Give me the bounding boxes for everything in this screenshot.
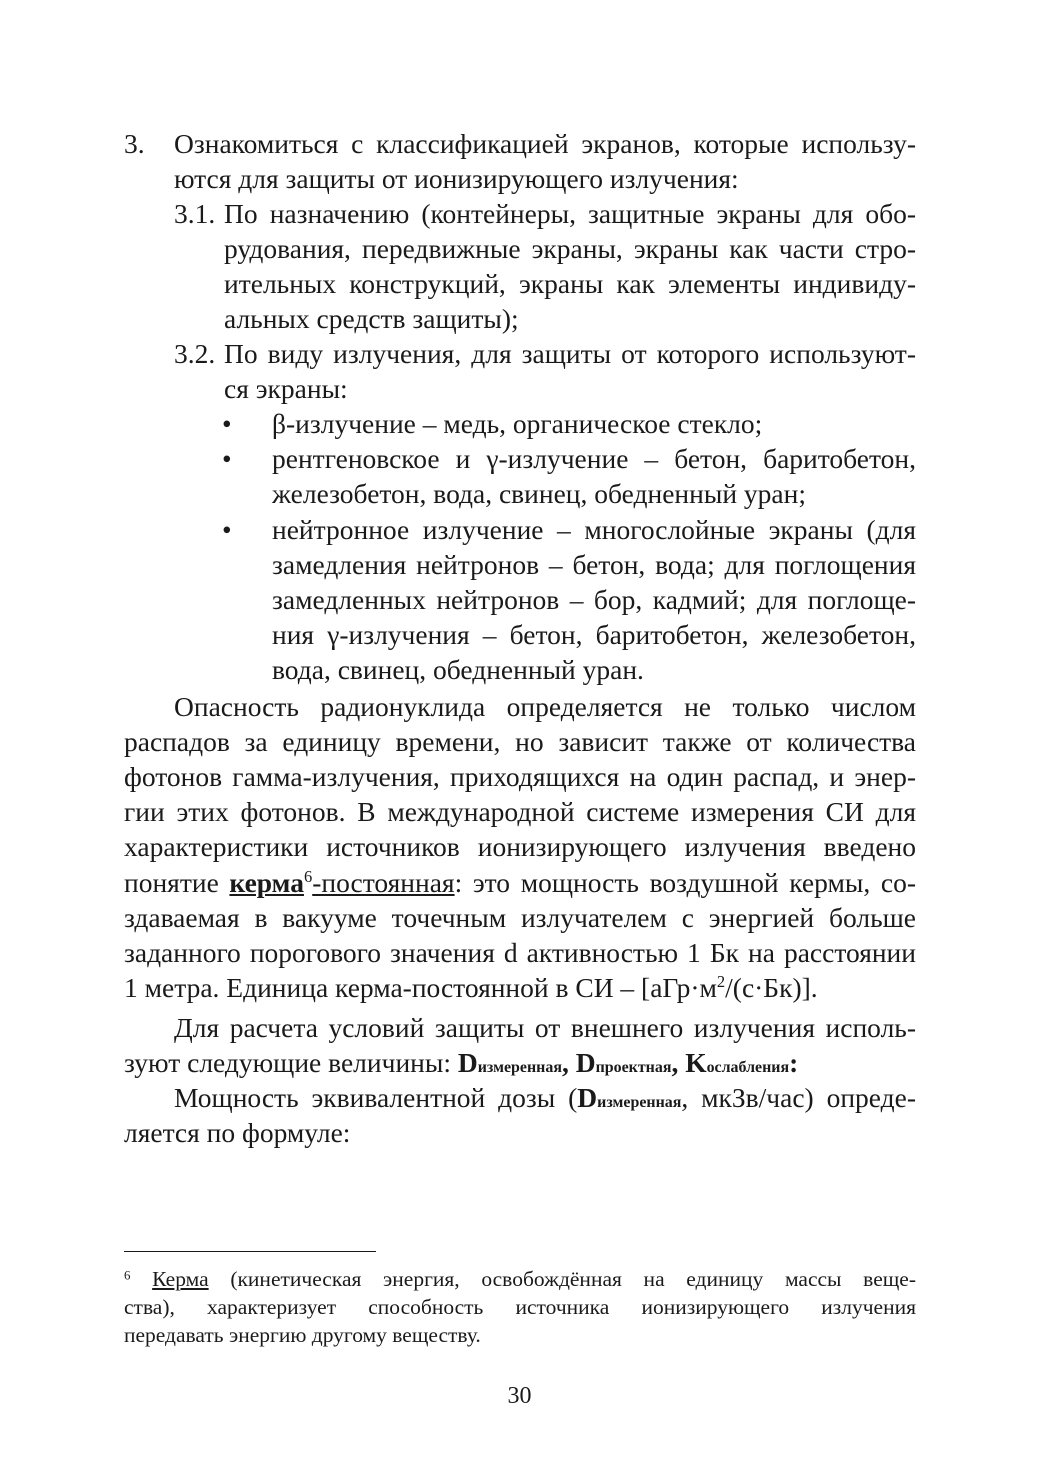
para-1-line-6: понятие керма$^6$-постоянная: это мощность воздушной кермы, со-	[124, 867, 916, 898]
list-number-3-1: 3.1.	[174, 198, 216, 229]
list-number-3-2: 3.2.	[174, 338, 216, 369]
item-3-line-1: Ознакомиться с классификацией экранов, которые использу-	[174, 128, 916, 159]
para-2-line-2: зуют следующие величины: Dизмеренная, Dпроектная, Kослабления:	[124, 1047, 799, 1078]
footnote-line-2: ства), характеризует способность источника ионизирующего излучения	[124, 1295, 916, 1319]
list-number-3: 3.	[124, 128, 145, 159]
para-1-line-8: заданного порогового значения d активностью 1 Бк на расстоянии	[124, 937, 916, 968]
para-1-line-4: гии этих фотонов. В международной системе измерения СИ для	[124, 796, 916, 827]
bullet-1-line-1: β-излучение – медь, органическое стекло;	[272, 408, 763, 439]
footnote-line-3: передавать энергию другому веществу.	[124, 1323, 481, 1347]
para-1-line-3: фотонов гамма-излучения, приходящихся на один распад, и энер-	[124, 761, 916, 792]
bullet-3-line-4: ния γ-излучения – бетон, баритобетон, железобетон,	[272, 619, 916, 650]
quantity-d-design: Dпроектная	[575, 1047, 672, 1078]
para-1-line-5: характеристики источников ионизирующего излучения введено	[124, 831, 916, 862]
para-2-line-1: Для расчета условий защиты от внешнего излучения исполь-	[174, 1012, 916, 1043]
item-3-line-2: ются для защиты от ионизирующего излучения:	[174, 163, 739, 194]
footnote-ref: 6	[303, 867, 313, 887]
para-1-line-9: 1 метра. Единица керма-постоянной в СИ – $[аГр\cdot м^2/(с\cdot Бк)]$.	[124, 972, 818, 1003]
quantity-d-measured: Dизмеренная	[457, 1047, 562, 1078]
item-3-2-line-2: ся экраны:	[224, 373, 348, 404]
term-kerma: керма	[229, 867, 304, 898]
item-3-2-line-1: По виду излучения, для защиты от которого используют-	[224, 338, 916, 369]
para-1-line-1: Опасность радионуклида определяется не только числом	[174, 691, 916, 722]
item-3-1-line-3: ительных конструкций, экраны как элементы индивиду-	[224, 268, 916, 299]
bullet-3-line-2: замедления нейтронов – бетон, вода; для поглощения	[272, 549, 916, 580]
footnote-divider	[124, 1251, 376, 1252]
bullet-3-line-5: вода, свинец, обедненный уран.	[272, 654, 644, 685]
footnote-line-1: $^6$ Керма (кинетическая энергия, освобождённая на единицу массы веще-	[124, 1267, 916, 1291]
para-3-line-1: Мощность эквивалентной дозы (Dизмеренная, мкЗв/час) опреде-	[174, 1082, 916, 1113]
bullet-2-marker: •	[222, 443, 232, 474]
para-1-line-7: здаваемая в вакууме точечным излучателем с энергией больше	[124, 902, 916, 933]
quantity-k-attenuation: Kослабления	[685, 1047, 790, 1078]
item-3-1-line-1: По назначению (контейнеры, защитные экраны для обо-	[224, 198, 916, 229]
item-3-1-line-2: рудования, передвижные экраны, экраны как части стро-	[224, 233, 916, 264]
footnote-mark: 6	[124, 1268, 131, 1283]
bullet-3-marker: •	[222, 514, 232, 545]
quantity-d-measured-2: Dизмеренная	[577, 1082, 682, 1113]
bullet-3-line-3: замедленных нейтронов – бор, кадмий; для поглоще-	[272, 584, 916, 615]
page-number: 30	[507, 1383, 532, 1409]
bullet-1-marker: •	[222, 408, 232, 439]
para-1-line-2: распадов за единицу времени, но зависит также от количества	[124, 726, 916, 757]
item-3-1-line-4: альных средств защиты);	[224, 303, 519, 334]
bullet-3-line-1: нейтронное излучение – многослойные экраны (для	[272, 514, 916, 545]
bullet-2-line-2: железобетон, вода, свинец, обедненный уран;	[272, 478, 806, 509]
bullet-2-line-1: рентгеновское и γ-излучение – бетон, баритобетон,	[272, 443, 916, 474]
para-3-line-2: ляется по формуле:	[124, 1117, 351, 1148]
